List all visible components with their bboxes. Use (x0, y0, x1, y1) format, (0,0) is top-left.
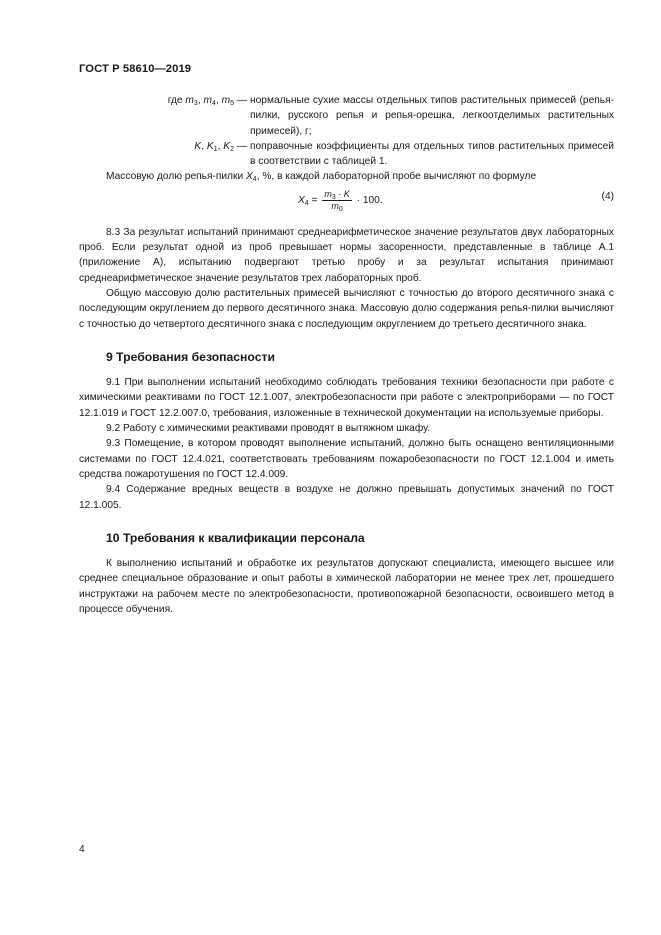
definition-text: поправочные коэффициенты для отдельных типов растительных примесей в соответствии с таблицей 1. (250, 140, 614, 168)
formula-fraction (322, 189, 351, 212)
definition-term: K, $K_1$, $K_2$ — (194, 140, 247, 153)
document-header: ГОСТ Р 58610—2019 (79, 63, 192, 75)
formula-expression (298, 189, 383, 212)
paragraph-10-1: К выполнению испытаний и обработке их результатов допускают специалиста, имеющего высшее или среднее специальное образование и опыт работы в химической лаборатории не менее трех лет, прошедшего инструктажи на рабочем месте по электробезопасности, противопожарной безопасности, освоившего метод в процессе обучения. (79, 558, 614, 616)
formula-intro: Массовую долю репья-пилки $X_4$, %, в каждой лабораторной пробе вычисляют по формуле (106, 171, 537, 184)
variable-definitions (79, 93, 614, 169)
definition-text: нормальные сухие массы отдельных типов растительных примесей (репья-пилки, русского репья и репья-орешка, легкоотделимых растительных примесей), г; (250, 95, 614, 137)
paragraph-9-3: 9.3 Помещение, в котором проводят выполнение испытаний, должно быть оснащено вентиляционными системами по ГОСТ 12.4.021, соответствовать требованиям пожаробезопасности по ГОСТ 12.1.004 и иметь средства пожаротушения по ГОСТ 12.4.009. (79, 438, 614, 480)
paragraph-9-2: 9.2 Работу с химическими реактивами проводят в вытяжном шкафу. (106, 423, 430, 435)
fraction-denominator: $m_0$ (331, 200, 343, 213)
section-10-heading: 10 Требования к квалификации персонала (106, 530, 365, 545)
page-content (79, 93, 614, 617)
formula-4 (79, 185, 614, 219)
definition-term: где $m_3$, $m_4$, $m_5$ — (167, 95, 247, 107)
section-9-heading: 9 Требования безопасности (106, 349, 275, 364)
page-number: 4 (79, 844, 85, 855)
definition-row (79, 139, 614, 170)
formula-rhs: · 100. (356, 194, 383, 206)
definition-row (79, 93, 614, 139)
paragraph-9-4: 9.4 Содержание вредных веществ в воздухе не должно превышать допустимых значений по ГОСТ 12.1.005. (79, 484, 614, 511)
paragraph-8-3-accuracy: Общую массовую долю растительных примесей вычисляют с точностью до второго десятичного знака с последующим округлением до первого десятичного знака. Массовую долю содержания репья-пилки вычисляют с точностью до четвертого десятичного знака с последующим округлением до третьего десятичного знака. (79, 287, 614, 330)
paragraph-8-3: 8.3 За результат испытаний принимают среднеарифметическое значение результатов двух лабораторных проб. Если результат одной из проб превышает нормы засоренности, представленные в таблице А.1 (приложение А), испытанию подвергают третью пробу и за результат испытания принимают среднеарифметическое значение результатов трех лабораторных проб. (79, 226, 614, 284)
formula-lhs: $X_4$ = (298, 194, 318, 207)
paragraph-9-1: 9.1 При выполнении испытаний необходимо соблюдать требования техники безопасности при работе с химическими реактивами по ГОСТ 12.1.007, электробезопасности при работе с электроприборами — по ГОСТ 12.1.019 и ГОСТ 12.2.007.0, требования, изложенные в технической документации на используемые приборы. (79, 377, 614, 419)
fraction-numerator: $m_3 \cdot K$ (324, 188, 350, 201)
formula-number: (4) (601, 190, 614, 202)
